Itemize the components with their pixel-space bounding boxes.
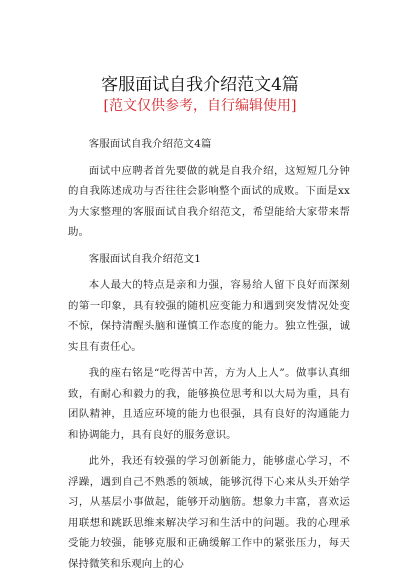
document-subtitle: [范文仅供参考，自行编辑使用] bbox=[103, 98, 297, 114]
section-heading: 客服面试自我介绍范文1 bbox=[88, 252, 201, 265]
body-paragraph: 此外，我还有较强的学习创新能力，能够虚心学习，不浮躁，遇到自己不熟悉的领域，能够沉得下心来从头开始学习，从基层小事做起，能够开动脑筋。想象力丰富，喜欢运用联想和跳跃思维来解决学习和生活中的问题。我的心理承受能力较强，能够克服和正确缓解工作中的紧张压力，每天保持微笑和乐观向上的心 bbox=[68, 455, 350, 570]
body-paragraph: 我的座右铭是“吃得苦中苦，方为人上人”。做事认真细致，有耐心和毅力的我，能够换位思考和以大局为重，具有团队精神，且适应环境的能力也很强，具有良好的沟通能力和协调能力，具有良好的服务意识。 bbox=[68, 367, 350, 441]
document-title: 客服面试自我介绍范文4篇 bbox=[101, 75, 299, 95]
body-paragraph: 本人最大的特点是亲和力强，容易给人留下良好而深刻的第一印象，具有较强的随机应变能力和遇到突发情况处变不惊，保持清醒头脑和谨慎工作态度的能力。独立性强，诚实且有责任心。 bbox=[68, 279, 350, 353]
document-body bbox=[68, 134, 350, 574]
intro-heading: 客服面试自我介绍范文4篇 bbox=[88, 138, 212, 150]
intro-paragraph: 面试中应聘者首先要做的就是自我介绍，这短短几分钟的自我陈述成功与否往往会影响整个面试的成败。下面是xx为大家整理的客服面试自我介绍范文，希望能给大家带来帮助。 bbox=[68, 164, 350, 238]
